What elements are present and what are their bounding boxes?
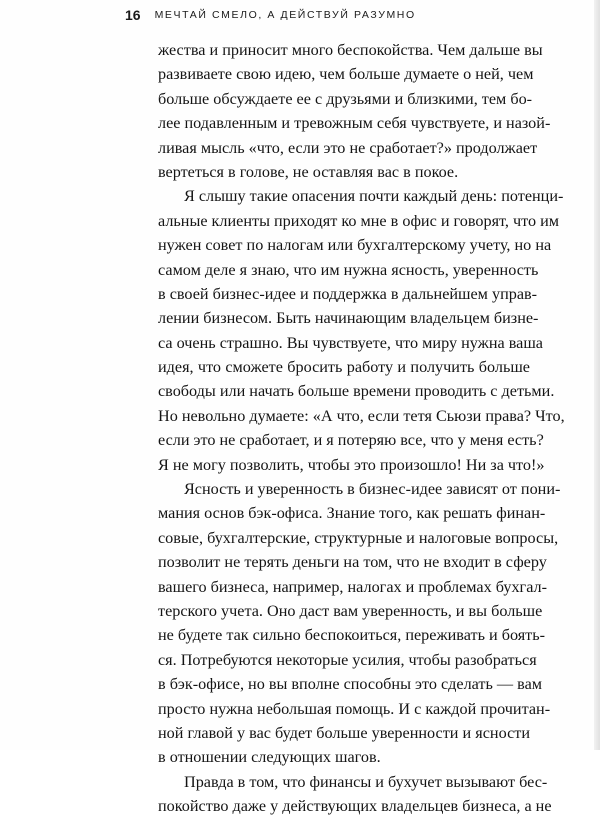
text-line: Я не могу позволить, чтобы это произошло! Ни за что!» [158, 455, 545, 474]
text-line: свободы или начать больше времени проводить с детьми. [158, 382, 555, 401]
paragraph [158, 38, 551, 184]
text-line: не будете так сильно беспокоиться, переживать и боять- [158, 626, 546, 645]
text-line: мания основ бэк-офиса. Знание того, как решать финан- [158, 504, 546, 523]
running-head [125, 4, 416, 26]
text-line: идея, что сможете бросить работу и получить больше [158, 358, 530, 377]
text-line: совые, бухгалтерские, структурные и налоговые вопросы, [158, 528, 559, 547]
text-line: Ясность и уверенность в бизнес-идее зависят от пони- [184, 480, 561, 499]
text-line: ся. Потребуются некоторые усилия, чтобы разобраться [158, 650, 537, 669]
text-line: Правда в том, что финансы и бухучет вызывают бес- [184, 772, 548, 791]
text-line: альные клиенты приходят ко мне в офис и говорят, что им [158, 211, 560, 230]
text-line: лее подавленным и тревожным себя чувствуете, и назой- [158, 114, 551, 133]
text-line: в бэк-офисе, но вы вполне способны это сделать — вам [158, 675, 543, 694]
text-line: вашего бизнеса, например, налогах и проблемах бухгал- [158, 577, 547, 596]
text-line: жества и приносит много беспокойства. Чем дальше вы [158, 41, 543, 59]
text-line: нужен совет по налогам или бухгалтерскому учету, но на [158, 236, 552, 255]
text-line: Но невольно думаете: «А что, если тетя Сьюзи права? Что, [158, 406, 565, 425]
text-line: самом деле я знаю, что им нужна ясность, уверенность [158, 260, 539, 279]
page-edge [594, 0, 600, 750]
text-line: покойство даже у действующих владельцев бизнеса, а не [158, 797, 552, 816]
text-line: развиваете свою идею, чем больше думаете о ней, чем [158, 65, 534, 84]
text-line: ной главой у вас будет больше уверенности и ясности [158, 723, 530, 742]
paragraph [158, 184, 565, 477]
text-line: в своей бизнес-идее и поддержка в дальнейшем управ- [158, 284, 538, 303]
text-line: ливая мысль «что, если это не сработает?» продолжает [158, 138, 538, 157]
text-line: просто нужна небольшая помощь. И с каждой прочитан- [158, 699, 551, 718]
body-text [158, 38, 565, 819]
paragraph [158, 770, 552, 819]
text-line: больше обсуждаете ее с друзьями и близкими, тем бо- [158, 89, 533, 108]
paragraph [158, 477, 561, 770]
text-line: позволит не терять деньги на том, что не входит в сферу [158, 553, 547, 572]
text-line: лении бизнесом. Быть начинающим владельцем бизне- [158, 309, 539, 328]
text-line: Я слышу такие опасения почти каждый день: потенци- [184, 187, 564, 206]
text-line: са очень страшно. Вы чувствуете, что миру нужна ваша [158, 333, 543, 352]
running-title: МЕЧТАЙ СМЕЛО, А ДЕЙСТВУЙ РАЗУМНО [154, 9, 416, 21]
text-line: терского учета. Оно даст вам уверенность, и вы больше [158, 601, 543, 620]
text-line: если это не сработает, и я потеряю все, что у меня есть? [158, 431, 544, 450]
text-line: в отношении следующих шагов. [158, 748, 381, 767]
page-number: 16 [125, 7, 141, 23]
text-line: вертеться в голове, не оставляя вас в покое. [158, 162, 459, 181]
